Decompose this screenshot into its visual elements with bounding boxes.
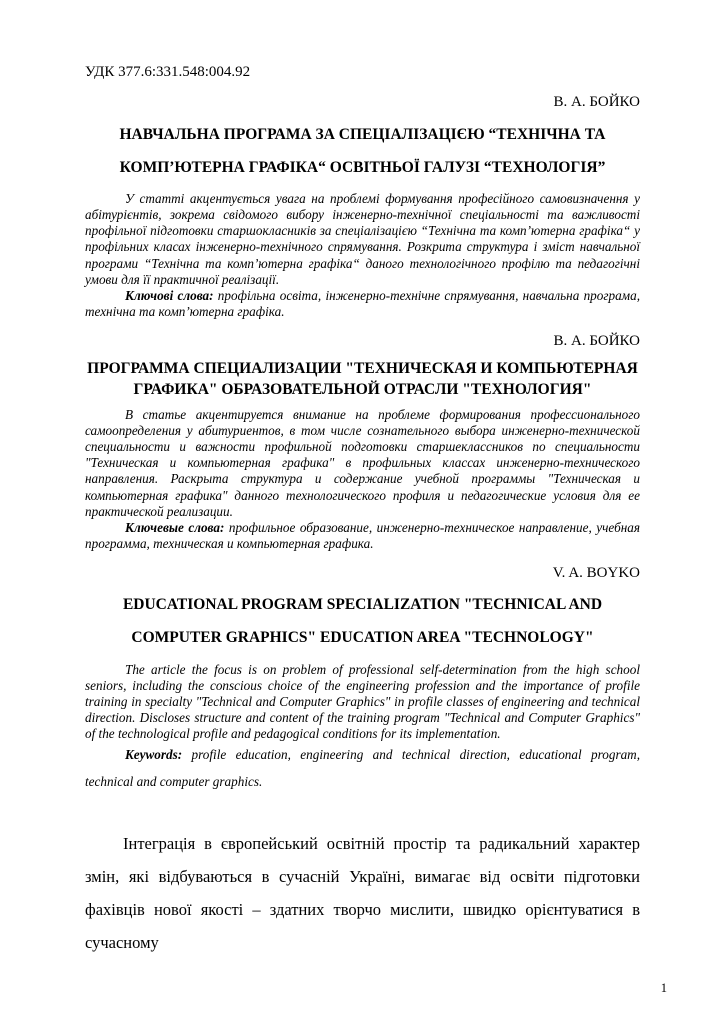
keywords-text-uk: профільна освіта, інженерно-технічне спрямування, навчальна програма, технічна та комп’ютерна графіка. bbox=[85, 287, 640, 319]
article-title-uk: НАВЧАЛЬНА ПРОГРАМА ЗА СПЕЦІАЛІЗАЦІЄЮ “ТЕХНІЧНА ТА КОМП’ЮТЕРНА ГРАФІКА“ ОСВІТНЬОЇ ГАЛУЗІ “ТЕХНОЛОГІЯ” bbox=[119, 125, 606, 176]
keywords-en bbox=[85, 742, 640, 795]
author-name-uk: В. А. БОЙКО bbox=[553, 94, 640, 111]
page-number: 1 bbox=[660, 981, 667, 995]
article-title-en: EDUCATIONAL PROGRAM SPECIALIZATION "TECHNICAL AND COMPUTER GRAPHICS" EDUCATION AREA "TECHNOLOGY" bbox=[122, 596, 603, 647]
keywords-label-en: Keywords: bbox=[125, 747, 183, 763]
keywords-label-ru: Ключевые слова: bbox=[125, 519, 225, 535]
keywords-ru bbox=[85, 520, 640, 552]
abstract-ru: В статье акцентируется внимание на проблеме формирования профессионального самоопределения у абитуриентов, в том числе сознательного выбора инженерно-технической специальности и важности профильной подготовки старшеклассников по специальности "Техническая и компьютерная графика" в профильных классах инженерно-технического направления. Раскрыта структура и содержание учебной программы "Техническая и компьютерная графика" данного технологического профиля и педагогические условия для ее практической реализации. bbox=[85, 407, 640, 519]
keywords-text-ru: профильное образование, инженерно-техническое направление, учебная программа, техническая и компьютерная графика. bbox=[85, 519, 641, 551]
author-name-en: V. A. BOYKO bbox=[552, 564, 640, 581]
section-english bbox=[85, 565, 640, 795]
body-paragraph: Інтеграція в європейський освітній простір та радикальний характер змін, які відбуваються в сучасній Україні, вимагає від освіти підготовки фахівців нової якості – здатних творчо мислити, швидко орієнтуватися в сучасному bbox=[85, 834, 640, 953]
abstract-en: The article the focus is on problem of professional self-determination from the high school seniors, including the conscious choice of the engineering profession and the importance of profile training in specialty "Technical and Computer Graphics" in profile classes of engineering and technical direction. Discloses structure and content of the training program "Technical and Computer Graphics" of the technological profile and pedagogical conditions for its implementation. bbox=[85, 661, 640, 742]
section-russian bbox=[85, 333, 640, 552]
udc-code: УДК 377.6:331.548:004.92 bbox=[85, 64, 251, 80]
section-ukrainian bbox=[85, 94, 640, 320]
author-name-ru: В. А. БОЙКО bbox=[553, 332, 640, 349]
article-title-ru: ПРОГРАММА СПЕЦИАЛИЗАЦИИ "ТЕХНИЧЕСКАЯ И КОМПЬЮТЕРНАЯ ГРАФИКА" ОБРАЗОВАТЕЛЬНОЙ ОТРАСЛИ "ТЕХНОЛОГИЯ" bbox=[87, 360, 638, 398]
keywords-text-en: profile education, engineering and technical direction, educational program, technical and computer graphics. bbox=[85, 747, 640, 789]
keywords-uk bbox=[85, 288, 640, 320]
abstract-uk: У статті акцентується увага на проблемі формування професійного самовизначення у абітурієнтів, зокрема свідомого вибору інженерно-технічної спеціальності та важливості профільної підготовки старшокласників за спеціалізацією “Технічна та комп’ютерна графіка“ у профільних класах інженерно-технічного спрямування. Розкрита структура і зміст навчальної програми “Технічна та комп’ютерна графіка“ даного технологічного профілю та педагогічні умови для її практичної реалізації. bbox=[85, 191, 640, 287]
keywords-label-uk: Ключові слова: bbox=[125, 287, 214, 303]
